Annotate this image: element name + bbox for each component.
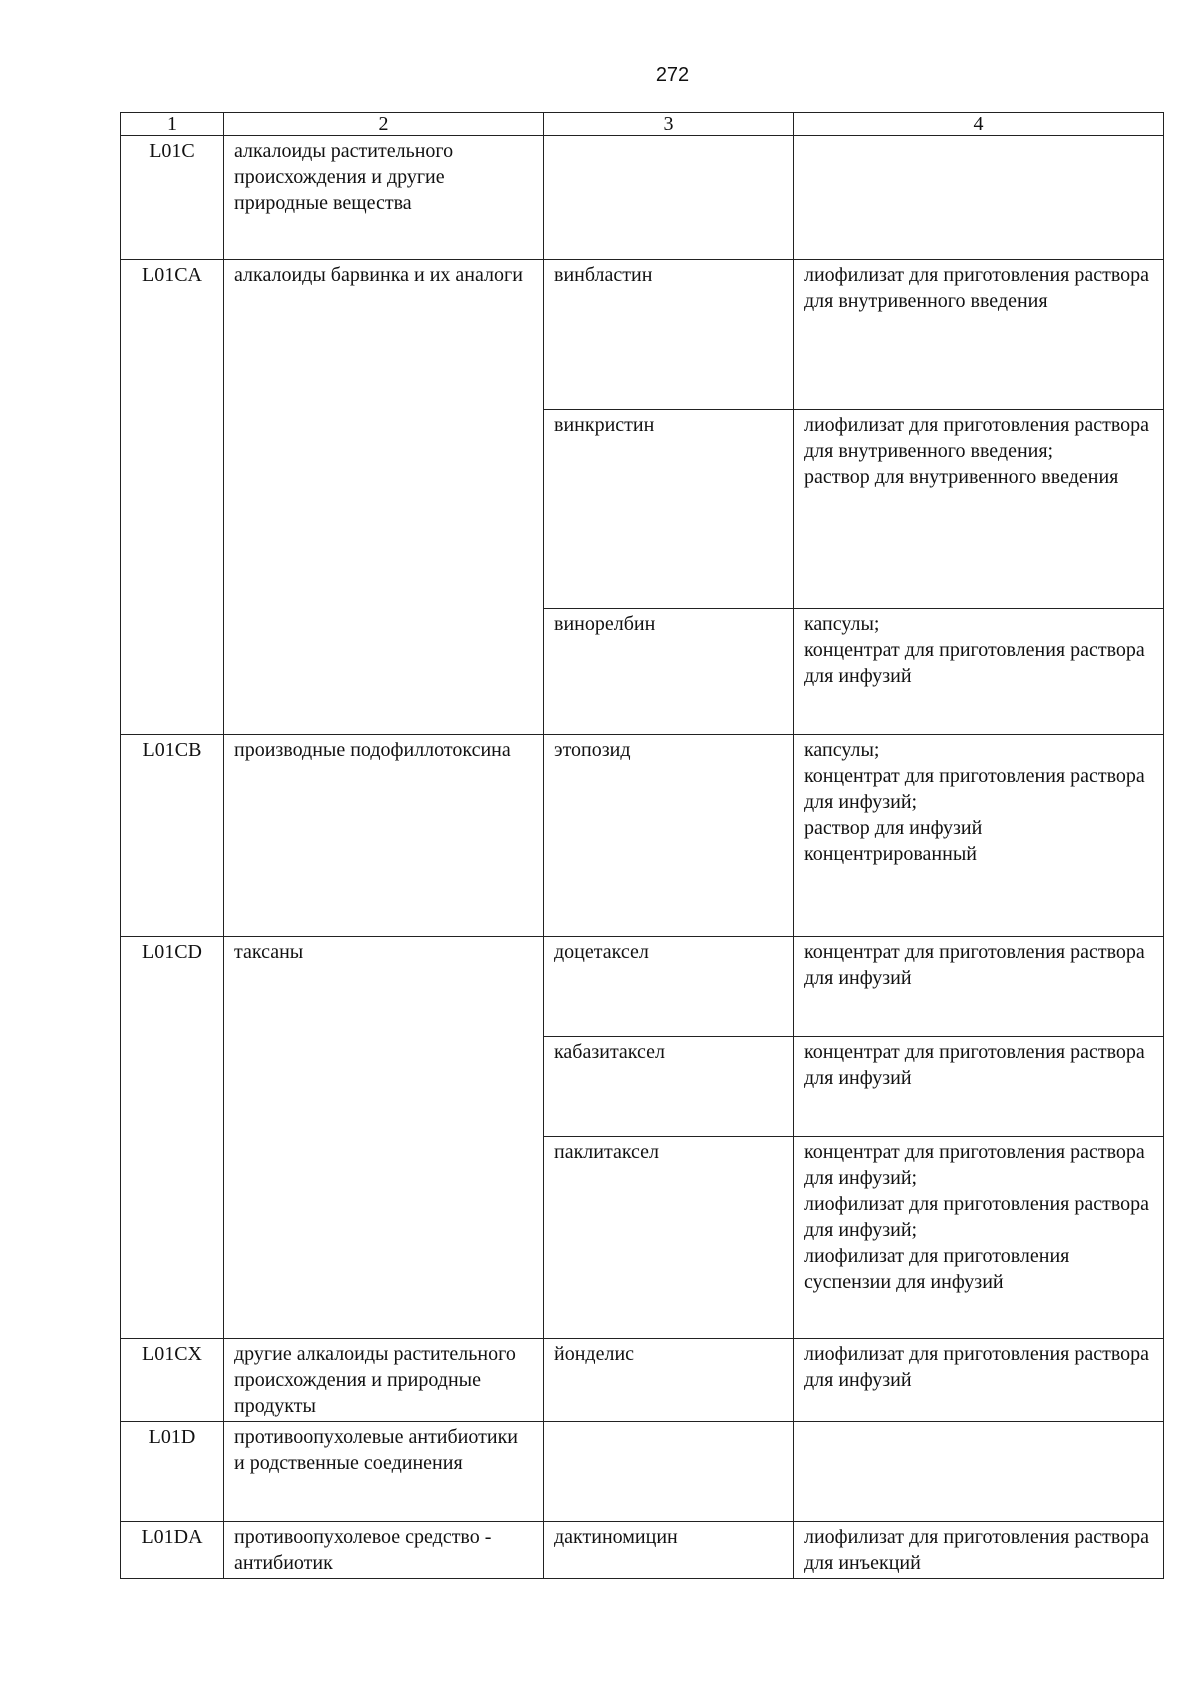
dosage-form: концентрат для приготовления раствора для инфузий bbox=[794, 1037, 1164, 1137]
dosage-form bbox=[794, 1422, 1164, 1522]
table-row bbox=[121, 1422, 1164, 1522]
group-name: противоопухолевое средство - антибиотик bbox=[224, 1522, 544, 1579]
dosage-form: концентрат для приготовления раствора для инфузий bbox=[794, 937, 1164, 1037]
dosage-form: концентрат для приготовления раствора для инфузий; лиофилизат для приготовления раствора для инфузий; лиофилизат для приготовления суспензии для инфузий bbox=[794, 1137, 1164, 1339]
drug-name: паклитаксел bbox=[544, 1137, 794, 1339]
group-name: производные подофиллотоксина bbox=[224, 735, 544, 937]
atc-code: L01CB bbox=[121, 735, 224, 937]
dosage-form: лиофилизат для приготовления раствора для инъекций bbox=[794, 1522, 1164, 1579]
table-header-row bbox=[121, 113, 1164, 136]
atc-code: L01C bbox=[121, 136, 224, 260]
group-name: алкалоиды барвинка и их аналоги bbox=[224, 260, 544, 735]
drug-name: винорелбин bbox=[544, 609, 794, 735]
atc-code: L01CD bbox=[121, 937, 224, 1339]
atc-code: L01CA bbox=[121, 260, 224, 735]
group-name: противоопухолевые антибиотики и родственные соединения bbox=[224, 1422, 544, 1522]
dosage-form: капсулы; концентрат для приготовления раствора для инфузий bbox=[794, 609, 1164, 735]
group-name: таксаны bbox=[224, 937, 544, 1339]
atc-code: L01D bbox=[121, 1422, 224, 1522]
group-name: алкалоиды растительного происхождения и другие природные вещества bbox=[224, 136, 544, 260]
table-row bbox=[121, 937, 1164, 1037]
column-header: 1 bbox=[121, 113, 224, 136]
table-row bbox=[121, 260, 1164, 410]
drug-name: доцетаксел bbox=[544, 937, 794, 1037]
dosage-form bbox=[794, 136, 1164, 260]
drug-name: дактиномицин bbox=[544, 1522, 794, 1579]
drug-table bbox=[120, 112, 1164, 1579]
column-header: 4 bbox=[794, 113, 1164, 136]
dosage-form: лиофилизат для приготовления раствора для инфузий bbox=[794, 1339, 1164, 1422]
dosage-form: капсулы; концентрат для приготовления раствора для инфузий; раствор для инфузий концентрированный bbox=[794, 735, 1164, 937]
dosage-form: лиофилизат для приготовления раствора для внутривенного введения bbox=[794, 260, 1164, 410]
column-header: 3 bbox=[544, 113, 794, 136]
table-row bbox=[121, 1339, 1164, 1422]
atc-code: L01DA bbox=[121, 1522, 224, 1579]
drug-name: йонделис bbox=[544, 1339, 794, 1422]
table-row bbox=[121, 1522, 1164, 1579]
drug-name bbox=[544, 1422, 794, 1522]
drug-name bbox=[544, 136, 794, 260]
page-number: 272 bbox=[655, 64, 690, 86]
drug-name: кабазитаксел bbox=[544, 1037, 794, 1137]
atc-code: L01CX bbox=[121, 1339, 224, 1422]
dosage-form: лиофилизат для приготовления раствора для внутривенного введения; раствор для внутривенного введения bbox=[794, 410, 1164, 609]
table-row bbox=[121, 136, 1164, 260]
drug-name: винбластин bbox=[544, 260, 794, 410]
group-name: другие алкалоиды растительного происхождения и природные продукты bbox=[224, 1339, 544, 1422]
column-header: 2 bbox=[224, 113, 544, 136]
drug-name: винкристин bbox=[544, 410, 794, 609]
drug-name: этопозид bbox=[544, 735, 794, 937]
table-row bbox=[121, 735, 1164, 937]
